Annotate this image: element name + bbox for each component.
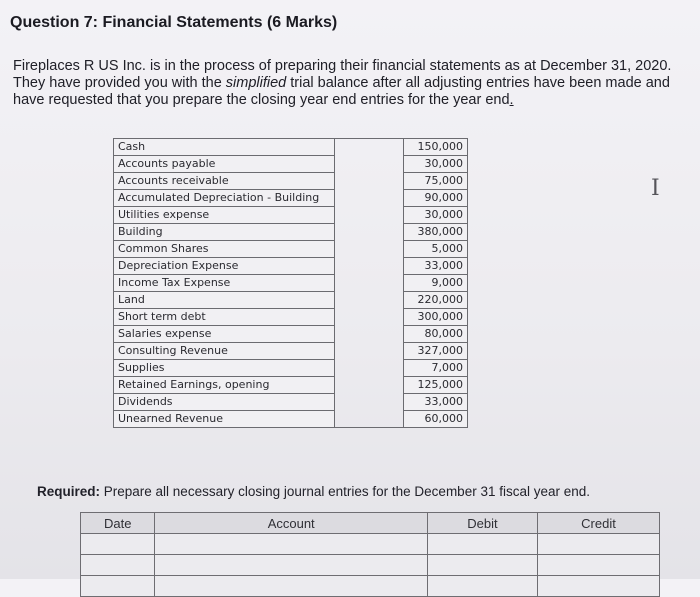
account-name: Common Shares bbox=[114, 241, 335, 258]
account-name: Land bbox=[114, 292, 335, 309]
spacer-cell bbox=[335, 224, 404, 241]
question-intro bbox=[13, 58, 683, 109]
account-cell[interactable] bbox=[155, 534, 427, 555]
account-name: Utilities expense bbox=[114, 207, 335, 224]
account-name: Depreciation Expense bbox=[114, 258, 335, 275]
spacer-cell bbox=[335, 292, 404, 309]
trial-balance-row bbox=[114, 411, 468, 428]
spacer-cell bbox=[335, 139, 404, 156]
trial-balance-row bbox=[114, 241, 468, 258]
trial-balance-row bbox=[114, 394, 468, 411]
trial-balance-row bbox=[114, 173, 468, 190]
journal-row bbox=[81, 534, 660, 555]
spacer-cell bbox=[335, 190, 404, 207]
account-name: Consulting Revenue bbox=[114, 343, 335, 360]
account-name: Accounts receivable bbox=[114, 173, 335, 190]
date-cell[interactable] bbox=[81, 534, 155, 555]
trial-balance-row bbox=[114, 275, 468, 292]
required-label: Required: bbox=[37, 484, 101, 499]
trial-balance-table bbox=[113, 138, 468, 428]
spacer-cell bbox=[335, 173, 404, 190]
date-cell[interactable] bbox=[81, 555, 155, 576]
account-amount: 33,000 bbox=[404, 258, 468, 275]
trial-balance-row bbox=[114, 292, 468, 309]
account-amount: 80,000 bbox=[404, 326, 468, 343]
spacer-cell bbox=[335, 275, 404, 292]
account-amount: 380,000 bbox=[404, 224, 468, 241]
account-amount: 125,000 bbox=[404, 377, 468, 394]
account-amount: 30,000 bbox=[404, 156, 468, 173]
journal-entry-table bbox=[80, 512, 660, 597]
text-cursor-icon: I bbox=[651, 176, 660, 201]
spacer-cell bbox=[335, 411, 404, 428]
spacer-cell bbox=[335, 207, 404, 224]
spacer-cell bbox=[335, 394, 404, 411]
credit-cell[interactable] bbox=[537, 555, 659, 576]
account-name: Accumulated Depreciation - Building bbox=[114, 190, 335, 207]
spacer-cell bbox=[335, 258, 404, 275]
account-name: Unearned Revenue bbox=[114, 411, 335, 428]
trial-balance-row bbox=[114, 224, 468, 241]
account-name: Retained Earnings, opening bbox=[114, 377, 335, 394]
date-column-header: Date bbox=[81, 513, 155, 534]
trial-balance-row bbox=[114, 258, 468, 275]
account-name: Income Tax Expense bbox=[114, 275, 335, 292]
trial-balance-row bbox=[114, 309, 468, 326]
intro-text-1: Fireplaces R US Inc. is in the process of preparing their financial statements as at December 31, 2020. They have provided you with the bbox=[13, 58, 672, 91]
trial-balance-row bbox=[114, 156, 468, 173]
account-name: Cash bbox=[114, 139, 335, 156]
account-amount: 90,000 bbox=[404, 190, 468, 207]
account-amount: 150,000 bbox=[404, 139, 468, 156]
account-name: Building bbox=[114, 224, 335, 241]
question-title: Question 7: Financial Statements (6 Marks) bbox=[10, 14, 338, 31]
account-amount: 220,000 bbox=[404, 292, 468, 309]
debit-cell[interactable] bbox=[427, 534, 537, 555]
spacer-cell bbox=[335, 343, 404, 360]
spacer-cell bbox=[335, 377, 404, 394]
trial-balance-row bbox=[114, 343, 468, 360]
account-amount: 30,000 bbox=[404, 207, 468, 224]
required-instruction bbox=[37, 484, 590, 499]
intro-emphasis: simplified bbox=[225, 75, 287, 91]
trial-balance-row bbox=[114, 360, 468, 377]
required-text: Prepare all necessary closing journal entries for the December 31 fiscal year end. bbox=[100, 484, 591, 499]
account-name: Supplies bbox=[114, 360, 335, 377]
account-amount: 5,000 bbox=[404, 241, 468, 258]
spacer-cell bbox=[335, 241, 404, 258]
account-name: Dividends bbox=[114, 394, 335, 411]
debit-column-header: Debit bbox=[427, 513, 537, 534]
trial-balance-row bbox=[114, 377, 468, 394]
intro-text-2: trial balance after all adjusting entries have been made and have requested that you prepare the closing year end entries for the year end bbox=[13, 75, 670, 108]
spacer-cell bbox=[335, 309, 404, 326]
account-amount: 75,000 bbox=[404, 173, 468, 190]
credit-column-header: Credit bbox=[537, 513, 659, 534]
debit-cell[interactable] bbox=[427, 555, 537, 576]
trial-balance-row bbox=[114, 139, 468, 156]
spacer-cell bbox=[335, 156, 404, 173]
spacer-cell bbox=[335, 326, 404, 343]
journal-row bbox=[81, 555, 660, 576]
account-amount: 33,000 bbox=[404, 394, 468, 411]
account-amount: 300,000 bbox=[404, 309, 468, 326]
account-name: Short term debt bbox=[114, 309, 335, 326]
account-name: Accounts payable bbox=[114, 156, 335, 173]
credit-cell[interactable] bbox=[537, 534, 659, 555]
account-name: Salaries expense bbox=[114, 326, 335, 343]
account-cell[interactable] bbox=[155, 555, 427, 576]
spacer-cell bbox=[335, 360, 404, 377]
trial-balance-row bbox=[114, 326, 468, 343]
account-column-header: Account bbox=[155, 513, 427, 534]
account-amount: 7,000 bbox=[404, 360, 468, 377]
account-amount: 327,000 bbox=[404, 343, 468, 360]
account-amount: 9,000 bbox=[404, 275, 468, 292]
intro-end: . bbox=[509, 92, 514, 108]
account-amount: 60,000 bbox=[404, 411, 468, 428]
trial-balance-row bbox=[114, 207, 468, 224]
trial-balance-row bbox=[114, 190, 468, 207]
